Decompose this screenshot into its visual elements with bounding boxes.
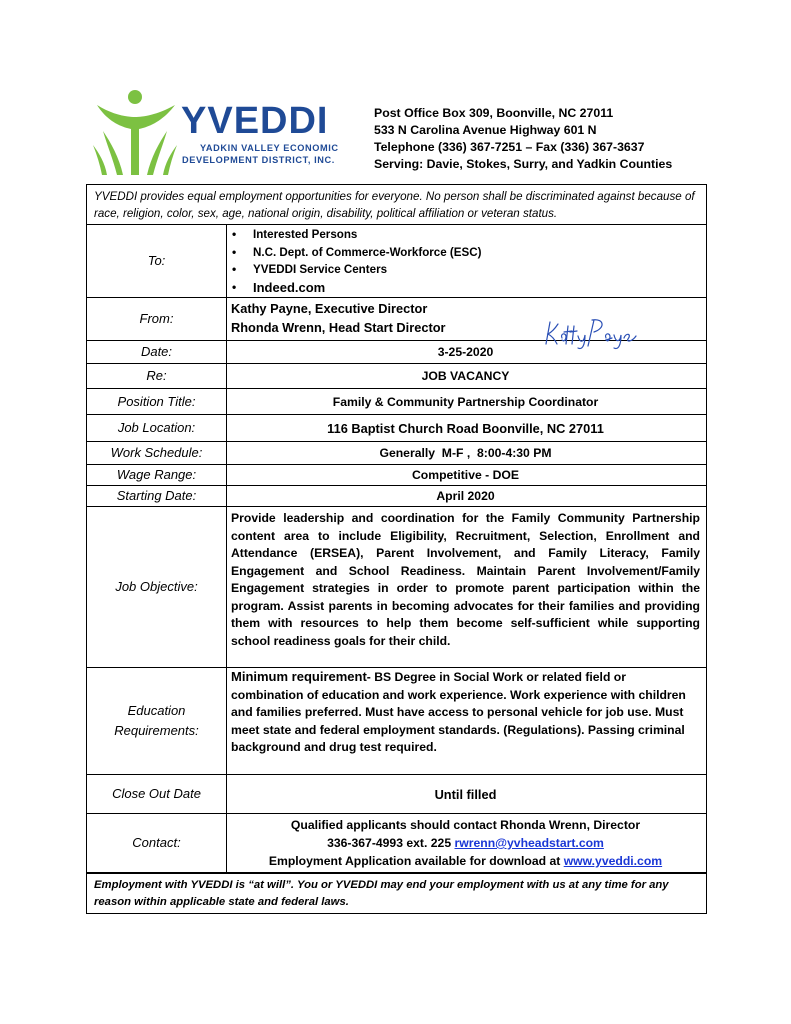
- address-line: 533 N Carolina Avenue Highway 601 N: [374, 123, 597, 137]
- label-starting-date: Starting Date:: [87, 486, 227, 506]
- value-wage-range: Competitive - DOE: [412, 468, 519, 482]
- logo-figure-icon: [93, 87, 178, 179]
- label-contact: Contact:: [87, 814, 227, 872]
- list-item: • Indeed.com: [231, 279, 700, 297]
- address-line: Serving: Davie, Stokes, Surry, and Yadkin Counties: [374, 157, 673, 171]
- yveddi-logo: [93, 87, 339, 179]
- row-job-objective: [87, 507, 706, 668]
- logo-subtitle-line2: DEVELOPMENT DISTRICT, INC.: [182, 155, 335, 165]
- value-to: [227, 225, 706, 297]
- website-link[interactable]: www.yveddi.com: [563, 854, 663, 868]
- label-work-schedule: Work Schedule:: [87, 442, 227, 464]
- label-date: Date:: [87, 341, 227, 363]
- value-job-location: 116 Baptist Church Road Boonville, NC 27011: [327, 420, 604, 436]
- contact-line1: Qualified applicants should contact Rhonda Wrenn, Director: [290, 818, 641, 832]
- education-text: - BS Degree in Social Work or related field or combination of education and work experience. Work experience with children and families preferred. Must have access to personal vehicle for job use. Must meet state and federal employment standards. (Regulations). Passing criminal background and drug test required.: [231, 670, 686, 754]
- contact-phone: 336-367-4993 ext. 225: [327, 836, 452, 850]
- value-job-objective: Provide leadership and coordination for the Family Community Partnership content area to include Eligibility, Recruitment, Selection, Enrollment and Attendance (ERSEA), Parent Involvement, and Family Literacy, Family Engagement and School Readiness. Maintain Parent Involvement/Family Engagement strategies in order to promote parent participation within the program. Assist parents in becoming advocates for their families and providing them with resources to help them become self-sufficient while supporting school readiness goals for their child.: [231, 511, 700, 648]
- to-list: [231, 226, 700, 296]
- label-wage-range: Wage Range:: [87, 465, 227, 485]
- row-starting-date: [87, 486, 706, 507]
- list-item: • N.C. Dept. of Commerce-Workforce (ESC): [231, 244, 700, 262]
- label-job-location: Job Location:: [87, 415, 227, 441]
- application-note: Employment Application available for download at: [268, 854, 561, 868]
- label-education-line1: Education: [127, 703, 186, 718]
- row-wage-range: [87, 465, 706, 486]
- row-to: [87, 225, 706, 298]
- contact-line2: [231, 834, 700, 852]
- label-education-line2: Requirements:: [114, 723, 199, 738]
- at-will-footer: Employment with YVEDDI is “at will”. You or YVEDDI may end your employment with us at any time for any reason within applicable state and federal laws.: [87, 873, 706, 913]
- row-work-schedule: [87, 442, 706, 465]
- value-starting-date: April 2020: [436, 489, 495, 503]
- value-close-out-date: Until filled: [434, 786, 497, 802]
- address-line: Telephone (336) 367-7251 – Fax (336) 367-3637: [374, 140, 645, 154]
- label-close-out-date: Close Out Date: [87, 775, 227, 813]
- job-posting-table: [86, 184, 707, 914]
- from-line: Rhonda Wrenn, Head Start Director: [231, 320, 446, 335]
- minimum-requirement-label: Minimum requirement: [231, 669, 367, 684]
- value-re: JOB VACANCY: [421, 369, 510, 383]
- label-re: Re:: [87, 364, 227, 388]
- value-date: 3-25-2020: [437, 345, 494, 359]
- label-from: From:: [87, 298, 227, 340]
- contact-line3: [231, 852, 700, 870]
- logo-subtitle-line1: YADKIN VALLEY ECONOMIC: [200, 143, 339, 153]
- label-to: To:: [87, 225, 227, 297]
- work-schedule-text: Generally M-F , 8:00-4:30 PM: [379, 446, 552, 460]
- row-re: [87, 364, 706, 389]
- contact-block: [231, 816, 700, 870]
- contact-email-link[interactable]: rwrenn@yvheadstart.com: [454, 836, 604, 850]
- equal-opportunity-banner: YVEDDI provides equal employment opportunities for everyone. No person shall be discriminated against because of race, religion, color, sex, age, national origin, disability, political affiliation or veteran status.: [87, 185, 706, 225]
- signature-image: [542, 316, 642, 350]
- logo-name: YVEDDI: [181, 100, 329, 142]
- row-job-location: [87, 415, 706, 442]
- label-education: [87, 668, 227, 774]
- value-education: [227, 668, 706, 774]
- row-education: [87, 668, 706, 775]
- address-line: Post Office Box 309, Boonville, NC 27011: [374, 106, 614, 120]
- list-item: • YVEDDI Service Centers: [231, 261, 700, 279]
- value-position-title: Family & Community Partnership Coordinator: [332, 394, 599, 409]
- address-block: [374, 105, 672, 173]
- row-position-title: [87, 389, 706, 415]
- value-work-schedule: [227, 442, 706, 464]
- row-close-out-date: [87, 775, 706, 814]
- value-contact: [227, 814, 706, 872]
- label-job-objective: Job Objective:: [87, 507, 227, 667]
- from-line: Kathy Payne, Executive Director: [231, 301, 428, 316]
- list-item: • Interested Persons: [231, 226, 700, 244]
- row-contact: [87, 814, 706, 873]
- label-position-title: Position Title:: [87, 389, 227, 414]
